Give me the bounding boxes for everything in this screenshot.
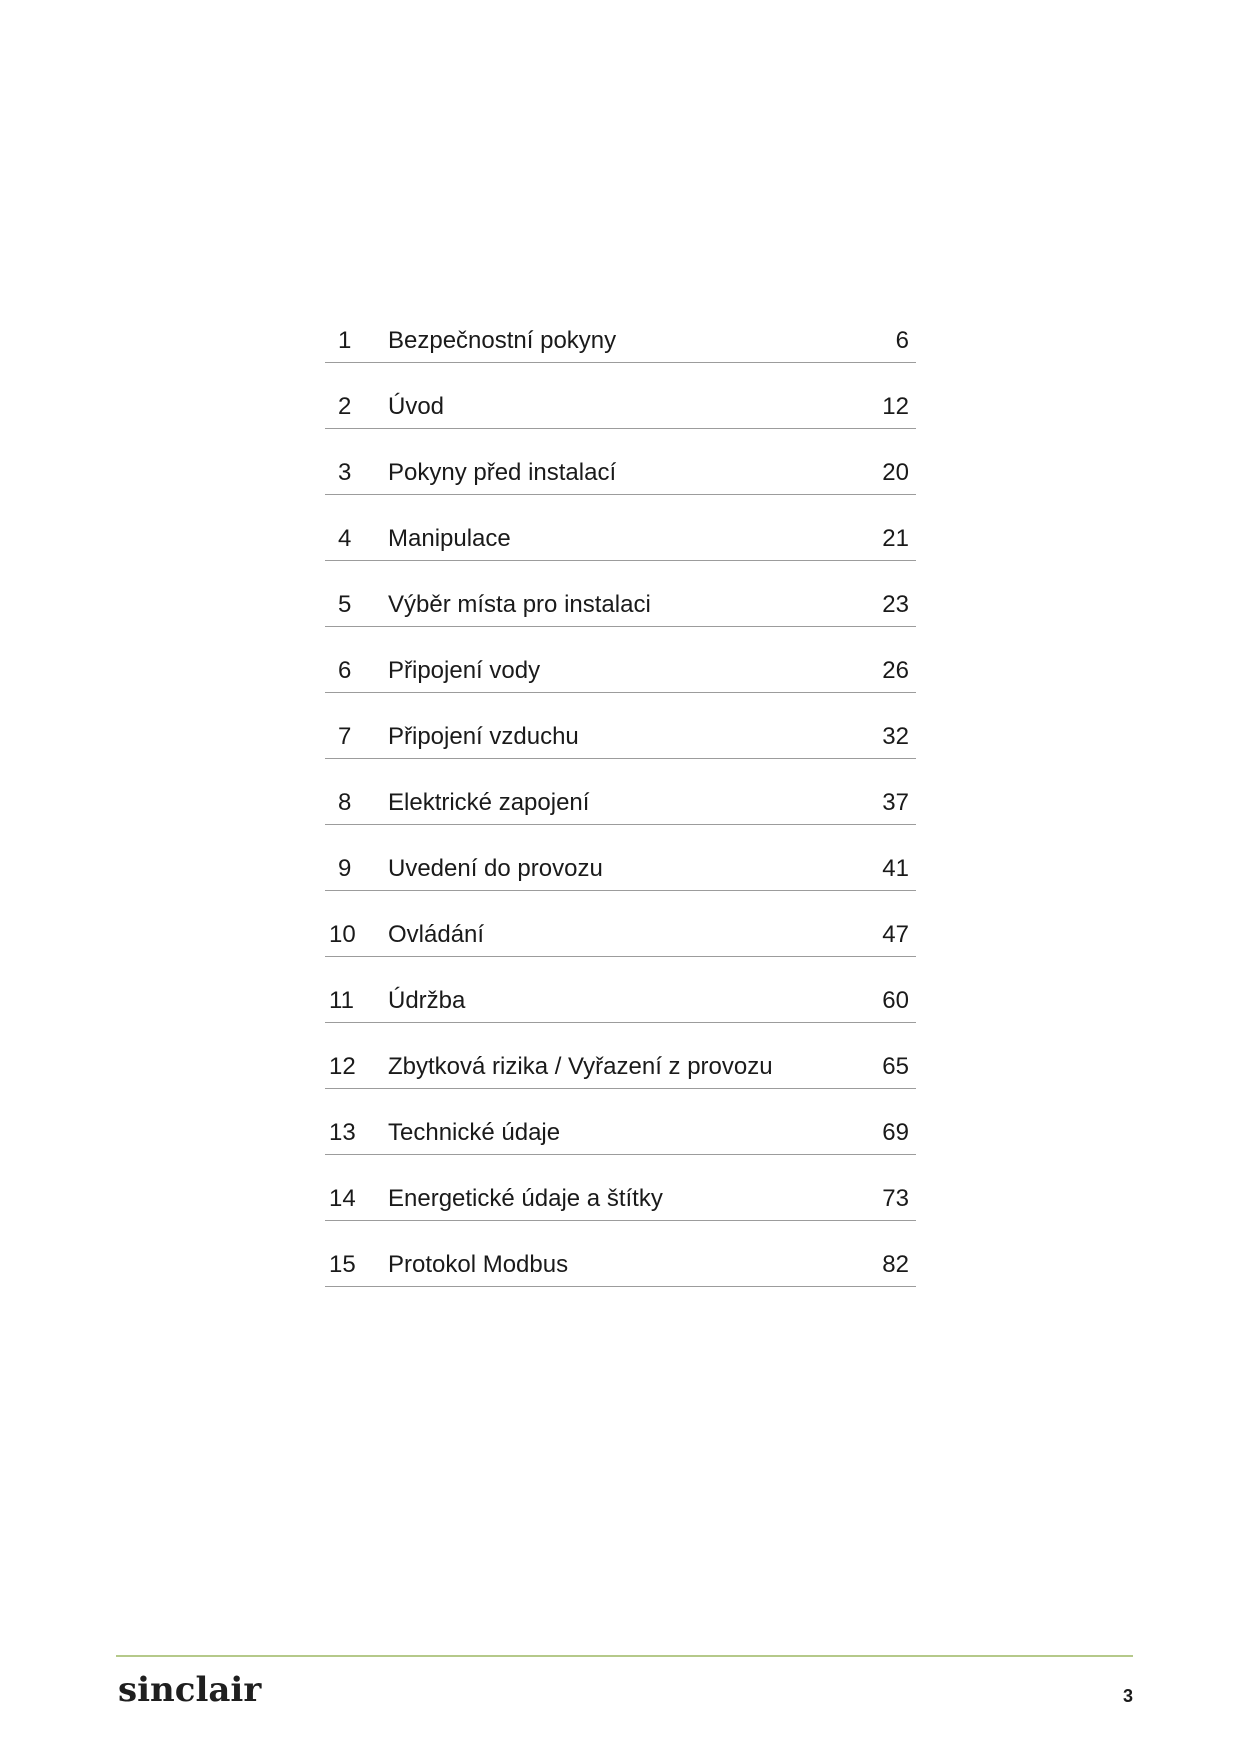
toc-number: 9	[338, 855, 352, 882]
toc-title[interactable]: Technické údaje	[388, 1119, 561, 1146]
toc-number: 2	[338, 393, 352, 420]
toc-row[interactable]	[325, 561, 916, 627]
toc-page[interactable]: 32	[882, 723, 909, 750]
sinclair-logo: sinclair	[118, 1670, 262, 1710]
toc-page[interactable]: 37	[882, 789, 909, 816]
toc-page[interactable]: 73	[882, 1185, 909, 1212]
toc-page[interactable]: 47	[882, 921, 909, 948]
toc-title[interactable]: Úvod	[388, 393, 445, 420]
toc-row[interactable]	[325, 759, 916, 825]
toc-page[interactable]: 60	[882, 987, 909, 1014]
toc-page[interactable]: 26	[882, 657, 909, 684]
toc-row[interactable]	[325, 1155, 916, 1221]
footer-divider	[116, 1655, 1133, 1657]
toc-number: 5	[338, 591, 352, 618]
toc-row[interactable]	[325, 1089, 916, 1155]
toc-number: 4	[338, 525, 352, 552]
toc-number: 13	[329, 1119, 356, 1146]
toc-row[interactable]	[325, 957, 916, 1023]
toc-number: 7	[338, 723, 352, 750]
toc-number: 8	[338, 789, 352, 816]
toc-row[interactable]	[325, 429, 916, 495]
toc-page[interactable]: 20	[882, 459, 909, 486]
toc-number: 1	[338, 327, 352, 354]
toc-title[interactable]: Ovládání	[388, 921, 485, 948]
toc-row[interactable]	[325, 1221, 916, 1287]
toc-row[interactable]	[325, 1023, 916, 1089]
toc-title[interactable]: Bezpečnostní pokyny	[388, 327, 617, 354]
toc-row[interactable]	[325, 495, 916, 561]
toc-number: 12	[329, 1053, 356, 1080]
toc-title[interactable]: Energetické údaje a štítky	[388, 1185, 663, 1212]
toc-row[interactable]	[325, 627, 916, 693]
toc-row[interactable]	[325, 363, 916, 429]
toc-title[interactable]: Manipulace	[388, 525, 511, 552]
toc-number: 11	[329, 987, 354, 1014]
toc-title[interactable]: Elektrické zapojení	[388, 789, 590, 816]
page-number: 3	[1122, 1686, 1133, 1706]
toc-number: 3	[338, 459, 352, 486]
toc-title[interactable]: Uvedení do provozu	[388, 855, 603, 882]
toc-page[interactable]: 41	[882, 855, 909, 882]
toc-row[interactable]	[325, 891, 916, 957]
toc-number: 14	[329, 1185, 356, 1212]
toc-page[interactable]: 82	[882, 1251, 909, 1278]
toc-page[interactable]: 12	[882, 393, 909, 420]
toc-number: 10	[329, 921, 356, 948]
toc-page[interactable]: 69	[882, 1119, 909, 1146]
table-of-contents	[325, 297, 916, 1287]
toc-row[interactable]	[325, 693, 916, 759]
toc-title[interactable]: Pokyny před instalací	[388, 459, 617, 486]
toc-page[interactable]: 65	[882, 1053, 909, 1080]
toc-title[interactable]: Protokol Modbus	[388, 1251, 569, 1278]
toc-title[interactable]: Výběr místa pro instalaci	[388, 591, 651, 618]
toc-page[interactable]: 6	[895, 327, 909, 354]
toc-title[interactable]: Připojení vody	[388, 657, 541, 684]
toc-row[interactable]	[325, 297, 916, 363]
toc-row[interactable]	[325, 825, 916, 891]
toc-title[interactable]: Připojení vzduchu	[388, 723, 579, 750]
toc-page[interactable]: 23	[882, 591, 909, 618]
toc-number: 6	[338, 657, 352, 684]
toc-page[interactable]: 21	[882, 525, 909, 552]
toc-number: 15	[329, 1251, 356, 1278]
toc-title[interactable]: Zbytková rizika / Vyřazení z provozu	[388, 1053, 773, 1080]
toc-title[interactable]: Údržba	[388, 987, 466, 1014]
